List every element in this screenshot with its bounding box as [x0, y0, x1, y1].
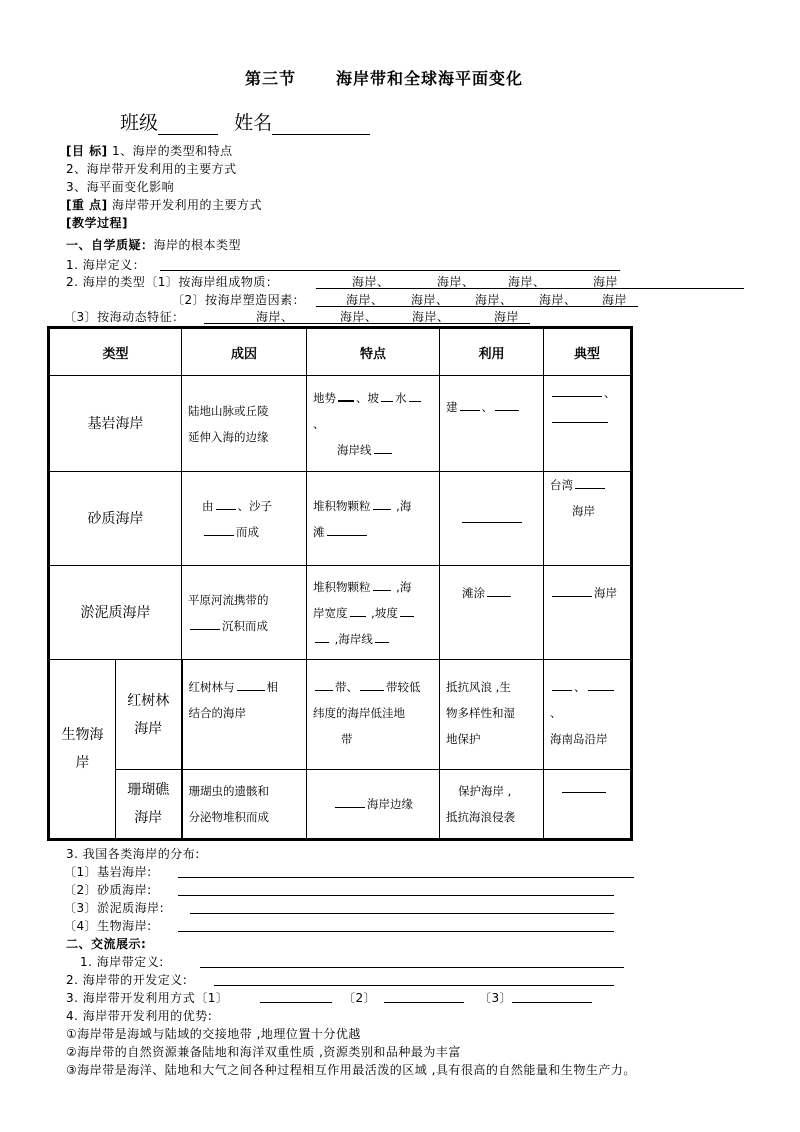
name-field[interactable]: [272, 114, 370, 135]
mangrove-typical-line1: [550, 674, 624, 726]
dist-4: 〔4〕生物海岸:: [64, 919, 152, 933]
mangrove-cause-a: 红树林与: [188, 680, 235, 694]
dist-3: 〔3〕淤泥质海岸:: [64, 901, 165, 915]
sandy-cause: [182, 472, 307, 566]
sandy-feature-c: 滩: [313, 524, 325, 539]
mangrove-use-line3: 地保护: [446, 732, 481, 746]
blank[interactable]: [552, 395, 602, 397]
coral-feature-text: 海岸边缘: [367, 797, 414, 811]
class-field[interactable]: [158, 114, 218, 135]
mud-feature-d: ,坡度: [367, 605, 398, 620]
mangrove-use-line1: 抵抗风浪 ,生: [446, 680, 511, 694]
mangrove-typical-c: 海南岛沿岸: [550, 732, 608, 746]
blank[interactable]: [204, 534, 234, 536]
part2-heading: 二、交流展示:: [66, 937, 147, 951]
type-bio-group: [49, 660, 116, 840]
q2c-item-1: 海岸、: [256, 310, 294, 324]
type-mangrove: [116, 660, 182, 770]
q2b-item-2: 海岸、: [411, 293, 449, 307]
blank[interactable]: [462, 521, 522, 523]
page-title: [245, 66, 523, 89]
bedrock-feature: [307, 376, 440, 472]
blank[interactable]: [552, 421, 608, 423]
coral-type-line2: 海岸: [134, 810, 163, 826]
header-typical: 典型: [544, 328, 632, 376]
q2c-item-4: 海岸: [494, 310, 520, 324]
sandy-cause-line2: [202, 519, 300, 545]
header-type: 类型: [49, 328, 182, 376]
bedrock-feature-line2: [313, 437, 433, 463]
dist-3-line[interactable]: [190, 913, 614, 914]
mangrove-feature-c: 纬度的海岸低洼地: [313, 706, 406, 720]
bedrock-use: [440, 376, 544, 472]
mangrove-feature-line1: [313, 674, 433, 700]
mud-feature-b: ,海: [392, 579, 412, 594]
coral-use: [440, 770, 544, 840]
bedrock-feature-e: 海岸线: [337, 442, 372, 457]
blank[interactable]: [315, 689, 333, 691]
mud-typical: [544, 566, 632, 660]
q3-label: 3. 我国各类海岸的分布:: [66, 847, 200, 861]
bedrock-typical-sep: 、: [604, 386, 616, 400]
advantage-3: ③海岸带是海洋、陆地和大气之间各种过程相互作用最活泼的区域 ,具有很高的自然能量和生物生产力。: [66, 1063, 636, 1077]
bedrock-typical-line1: [550, 380, 624, 406]
mud-feature-line3: [313, 626, 433, 652]
sandy-use: [440, 472, 544, 566]
q2-item-1: 海岸、: [352, 275, 390, 289]
p2-q3-line2[interactable]: [384, 1002, 464, 1003]
mangrove-type-line2: 海岸: [134, 720, 163, 737]
p2-q1-line[interactable]: [200, 967, 624, 968]
class-label: 班级: [120, 112, 159, 134]
blank[interactable]: [327, 534, 367, 536]
blank[interactable]: [409, 400, 421, 402]
type-bedrock: 基岩海岸: [49, 376, 182, 472]
bio-group-line1: 生物海: [61, 727, 104, 743]
bedrock-typical: [544, 376, 632, 472]
header-use: 利用: [440, 328, 544, 376]
sandy-typical-line1: [550, 472, 624, 498]
blank[interactable]: [237, 689, 265, 691]
blank[interactable]: [460, 409, 480, 411]
q2c-item-3: 海岸、: [412, 310, 450, 324]
table-row: [49, 566, 632, 660]
advantage-1: ①海岸带是海域与陆域的交接地带 ,地理位置十分优越: [66, 1027, 361, 1041]
mud-use-text: 滩涂: [462, 586, 486, 600]
sandy-feature-b: ,海: [392, 498, 412, 513]
q2-item-2: 海岸、: [437, 275, 475, 289]
q2c-item-2: 海岸、: [340, 310, 378, 324]
sandy-typical-b: 海岸: [572, 504, 596, 518]
mud-cause: [182, 566, 307, 660]
mangrove-use-line2: 物多样性和湿: [446, 706, 516, 720]
section-name: 海岸带和全球海平面变化: [336, 69, 524, 88]
p2-q3-line1[interactable]: [260, 1002, 332, 1003]
table-header-row: [49, 328, 632, 376]
mangrove-feature-d: 带: [341, 732, 353, 746]
sandy-cause-b: 、沙子: [237, 498, 273, 513]
dist-2-line[interactable]: [178, 895, 614, 896]
q2b-label: 〔2〕按海岸塑造因素：: [172, 293, 306, 307]
q2b-item-3: 海岸、: [475, 293, 513, 307]
bedrock-feature-b: 、坡: [356, 390, 380, 405]
blank[interactable]: [374, 452, 392, 454]
mangrove-cause-b: 相: [266, 680, 279, 694]
part1-heading-label: 一、自学质疑：: [66, 238, 154, 252]
sandy-feature-a: 堆积物颗粒: [313, 498, 371, 513]
dist-4-line[interactable]: [178, 931, 614, 932]
mangrove-feature-a: 带、: [335, 680, 359, 694]
type-coral: [116, 770, 182, 840]
bedrock-feature-d: 、: [313, 416, 325, 431]
table-row: [49, 472, 632, 566]
header-feature: 特点: [307, 328, 440, 376]
mud-use: [440, 566, 544, 660]
q2c-label: 〔3〕按海动态特征：: [64, 310, 185, 324]
mangrove-use: [440, 660, 544, 770]
name-label: 姓名: [234, 112, 273, 134]
blank[interactable]: [552, 595, 592, 597]
q2b-item-4: 海岸、: [539, 293, 577, 307]
coral-use-line1: 保护海岸 ,: [458, 784, 512, 798]
blank[interactable]: [400, 615, 414, 617]
goal-1: 1、海岸的类型和特点: [111, 144, 233, 158]
bedrock-feature-c: 水: [395, 390, 407, 405]
bedrock-cause-line1: 陆地山脉或丘陵: [188, 403, 269, 418]
blank[interactable]: [190, 628, 220, 630]
blank[interactable]: [373, 508, 391, 510]
mud-feature-e: ,海岸线: [331, 631, 373, 646]
mud-cause-b: 沉积而成: [222, 618, 269, 633]
coral-typical: [544, 770, 632, 840]
p2-q3-line3[interactable]: [512, 1002, 592, 1003]
blank[interactable]: [373, 589, 391, 591]
q2-item-4: 海岸: [593, 275, 619, 289]
mud-cause-line2: [188, 613, 300, 639]
focus-text: 海岸带开发利用的主要方式: [111, 198, 262, 212]
goal-line-1: [66, 142, 233, 159]
sandy-feature-line1: [313, 493, 433, 519]
focus-label: [重 点]: [66, 198, 108, 212]
coral-cause-line2: 分泌物堆积而成: [188, 810, 270, 824]
mangrove-feature: [307, 660, 440, 770]
mud-feature-line1: [313, 574, 433, 600]
q2b-answer-line[interactable]: [316, 306, 638, 307]
blank[interactable]: [381, 400, 393, 402]
p2-q3-3: 〔3〕: [479, 991, 513, 1005]
sandy-typical-a: 台湾: [550, 478, 574, 492]
coral-type-line1: 珊瑚礁: [127, 782, 170, 798]
blank[interactable]: [487, 595, 511, 597]
table-row: [49, 660, 632, 770]
p2-q2: 2. 海岸带的开发定义:: [66, 973, 188, 987]
q2-label: 2. 海岸的类型〔1〕按海岸组成物质：: [66, 275, 279, 289]
advantage-2: ②海岸带的自然资源兼备陆地和海洋双重性质 ,资源类别和品种最为丰富: [66, 1045, 461, 1059]
p2-q2-line[interactable]: [214, 985, 614, 986]
q2c-answer-line[interactable]: [204, 323, 530, 324]
bedrock-use-b: 、: [481, 400, 494, 414]
mangrove-cause-c: 结合的海岸: [188, 706, 247, 720]
blank[interactable]: [375, 641, 389, 643]
mud-feature: [307, 566, 440, 660]
table-row: [49, 770, 632, 840]
p2-q1: 1. 海岸带定义:: [80, 955, 164, 969]
p2-q3: 3. 海岸带开发利用方式〔1〕: [66, 991, 229, 1005]
blank[interactable]: [495, 409, 519, 411]
goal-3: 3、海平面变化影响: [66, 180, 175, 194]
coral-use-line2: 抵抗海浪侵袭: [446, 810, 516, 824]
blank[interactable]: [562, 791, 606, 793]
blank[interactable]: [350, 615, 366, 617]
mud-feature-line2: [313, 600, 433, 626]
type-mud: 淤泥质海岸: [49, 566, 182, 660]
coral-cause-line1: 珊瑚虫的遗骸和: [188, 784, 270, 798]
q2-answer-line[interactable]: [316, 288, 744, 289]
bio-group-line2: 岸: [75, 755, 90, 771]
part1-heading-text: 海岸的根本类型: [153, 238, 242, 252]
dist-1-line[interactable]: [178, 877, 634, 878]
bedrock-cause: [182, 376, 307, 472]
blank[interactable]: [360, 689, 384, 691]
blank[interactable]: [335, 806, 365, 808]
mangrove-cause-line1: [189, 674, 301, 700]
focus-line: [66, 196, 262, 213]
part1-heading: [66, 236, 241, 253]
sandy-cause-line1: [202, 493, 300, 519]
sandy-feature: [307, 472, 440, 566]
sandy-typical: [544, 472, 632, 566]
p2-q4: 4. 海岸带开发利用的优势:: [66, 1009, 213, 1023]
mud-feature-c: 岸宽度: [313, 605, 348, 620]
mangrove-type-line1: 红树林: [127, 692, 170, 709]
mangrove-feature-b: 带较低: [386, 680, 421, 694]
mangrove-typical-b: 、: [550, 706, 562, 720]
q2b-item-1: 海岸、: [346, 293, 384, 307]
dist-1: 〔1〕基岩海岸:: [64, 865, 152, 879]
blank[interactable]: [552, 689, 572, 691]
bedrock-cause-line2: 延伸入海的边缘: [188, 429, 269, 444]
q2b-item-5: 海岸: [602, 293, 628, 307]
mangrove-cause: [182, 660, 307, 770]
sandy-cause-c: 而成: [236, 524, 260, 539]
sandy-feature-line2: [313, 519, 433, 545]
mangrove-typical: [544, 660, 632, 770]
q1-label: 1. 海岸定义：: [66, 258, 146, 272]
blank[interactable]: [575, 487, 605, 489]
header-cause: 成因: [182, 328, 307, 376]
coral-cause: [182, 770, 307, 840]
mud-cause-a: 平原河流携带的: [188, 592, 269, 607]
coral-feature: [307, 770, 440, 840]
blank[interactable]: [315, 641, 329, 643]
q1-answer-line[interactable]: [160, 270, 620, 271]
sandy-cause-a: 由: [202, 498, 214, 513]
dist-2: 〔2〕砂质海岸:: [64, 883, 152, 897]
q2-item-3: 海岸、: [508, 275, 546, 289]
process-label: [教学过程]: [66, 216, 128, 230]
mud-typical-text: 海岸: [594, 586, 618, 600]
mangrove-typical-a: 、: [574, 680, 586, 694]
blank[interactable]: [588, 689, 614, 691]
mud-feature-a: 堆积物颗粒: [313, 579, 371, 594]
blank[interactable]: [216, 508, 236, 510]
student-info: [120, 108, 370, 135]
p2-q3-2: 〔2〕: [343, 991, 377, 1005]
goal-2: 2、海岸带开发利用的主要方式: [66, 162, 237, 176]
coast-types-table: [47, 326, 633, 841]
bedrock-typical-line2: [550, 406, 624, 432]
bedrock-feature-line1: [313, 385, 433, 437]
blank[interactable]: [338, 399, 354, 402]
type-sandy: 砂质海岸: [49, 472, 182, 566]
table-row: [49, 376, 632, 472]
bedrock-use-a: 建: [446, 400, 458, 414]
bedrock-feature-a: 地势: [313, 390, 337, 405]
goal-label: [目 标]: [66, 144, 108, 158]
section-number: 第三节: [245, 69, 297, 88]
